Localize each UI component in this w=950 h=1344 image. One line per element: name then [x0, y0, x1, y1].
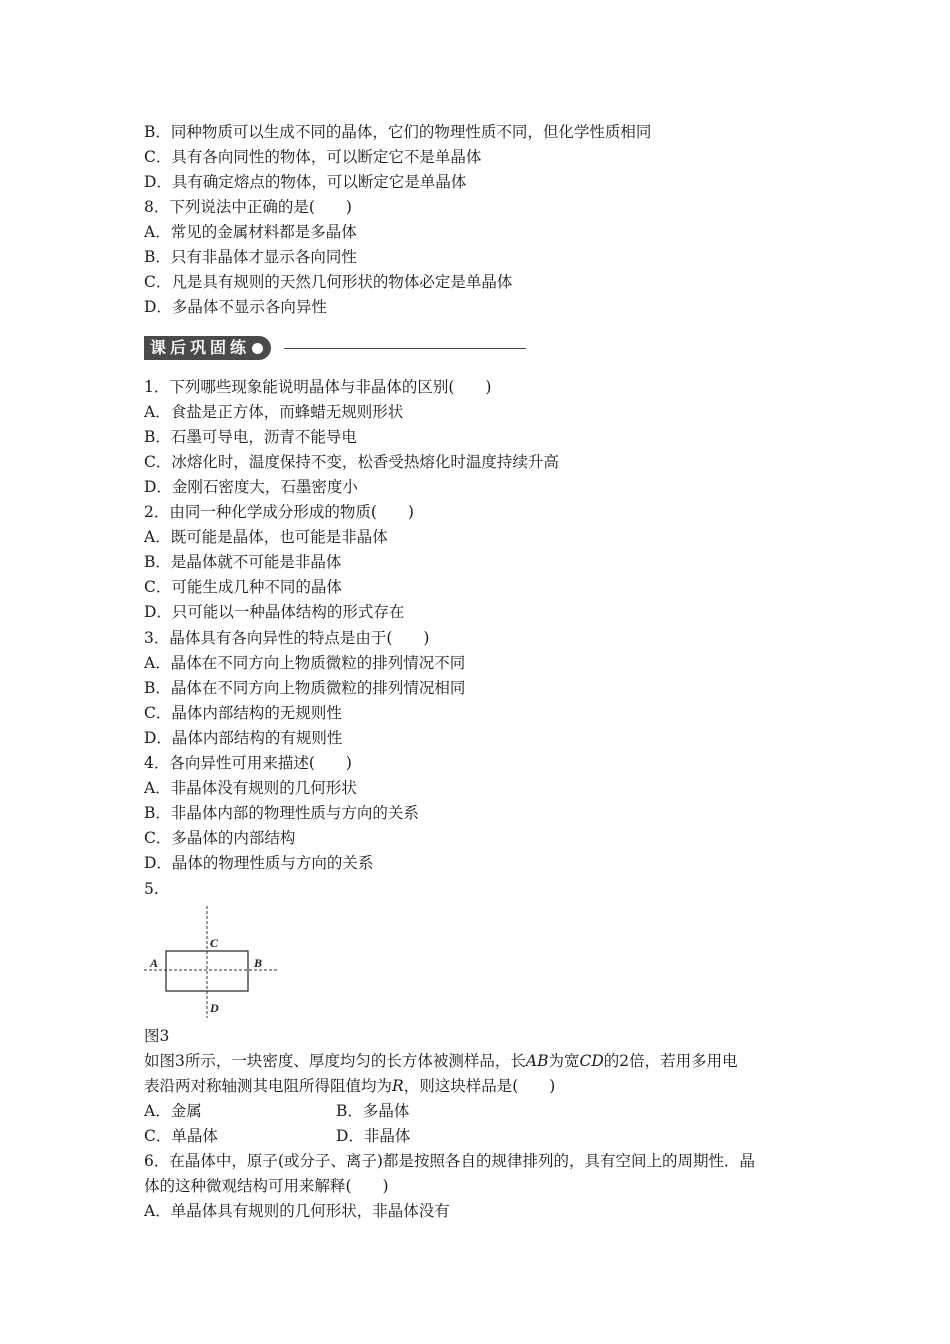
option-line: A．常见的金属材料都是多晶体: [144, 223, 357, 241]
label-a: A: [150, 956, 159, 970]
text-span: 表沿两对称轴测其电阻所得阻值均为: [144, 1077, 393, 1095]
question-stem: 3．晶体具有各向异性的特点是由于( ): [144, 629, 430, 647]
label-d: D: [210, 1001, 219, 1015]
question-text-line: [144, 1075, 555, 1097]
option-line: B．晶体在不同方向上物质微粒的排列情况相同: [144, 679, 466, 697]
option-line: D．非晶体: [336, 1127, 411, 1145]
option-line: A．食盐是正方体，而蜂蜡无规则形状: [144, 403, 404, 421]
option-line: A．单晶体具有规则的几何形状，非晶体没有: [144, 1202, 450, 1220]
option-line: C．多晶体的内部结构: [144, 829, 296, 847]
variable-cd: CD: [579, 1052, 604, 1070]
option-line: C．晶体内部结构的无规则性: [144, 704, 342, 722]
section-title: 课后巩固练: [150, 338, 251, 357]
option-line: A．晶体在不同方向上物质微粒的排列情况不同: [144, 654, 466, 672]
option-line: C．单晶体: [144, 1127, 218, 1145]
question-stem: 8．下列说法中正确的是( ): [144, 198, 352, 216]
option-line: C．具有各向同性的物体，可以断定它不是单晶体: [144, 148, 482, 166]
question-text-line: 6．在晶体中，原子(或分子、离子)都是按照各自的规律排列的，具有空间上的周期性．晶: [144, 1152, 755, 1170]
label-c: C: [210, 936, 219, 950]
section-header: [144, 336, 526, 362]
question-stem: 2．由同一种化学成分形成的物质( ): [144, 503, 414, 521]
option-line: D．晶体内部结构的有规则性: [144, 729, 343, 747]
option-line: B．同种物质可以生成不同的晶体，它们的物理性质不同，但化学性质相同: [144, 123, 652, 141]
question-number: 5.: [144, 880, 159, 898]
figure-caption: 图3: [144, 1027, 170, 1045]
option-line: C．冰熔化时，温度保持不变，松香受热熔化时温度持续升高: [144, 453, 559, 471]
option-line: A．既可能是晶体，也可能是非晶体: [144, 528, 388, 546]
option-line: D．金刚石密度大，石墨密度小: [144, 478, 358, 496]
question-text-line: 体的这种微观结构可用来解释( ): [144, 1177, 389, 1195]
question-text-line: [144, 1050, 738, 1072]
text-span: 如图3所示，一块密度、厚度均匀的长方体被测样品，长: [144, 1052, 526, 1070]
option-line: C．凡是具有规则的天然几何形状的物体必定是单晶体: [144, 273, 513, 291]
option-line: B．多晶体: [336, 1102, 410, 1120]
section-title-box: [144, 336, 271, 360]
text-span: ，则这块样品是( ): [403, 1077, 556, 1095]
option-line: A．金属: [144, 1102, 202, 1120]
option-line: B．石墨可导电，沥青不能导电: [144, 428, 357, 446]
text-span: 为宽: [548, 1052, 580, 1070]
option-line: D．具有确定熔点的物体，可以断定它是单晶体: [144, 173, 467, 191]
question-stem: 1．下列哪些现象能说明晶体与非晶体的区别( ): [144, 378, 492, 396]
option-line: B．只有非晶体才显示各向同性: [144, 248, 357, 266]
label-b: B: [254, 956, 263, 970]
text-span: 的2倍，若用多用电: [603, 1052, 738, 1070]
option-line: B．是晶体就不可能是非晶体: [144, 553, 342, 571]
option-line: C．可能生成几种不同的晶体: [144, 578, 342, 596]
bullet-dot-icon: [252, 343, 263, 354]
variable-ab: AB: [525, 1052, 549, 1070]
option-line: B．非晶体内部的物理性质与方向的关系: [144, 804, 419, 822]
sample-figure: [144, 904, 284, 1024]
variable-r: R: [392, 1077, 404, 1095]
option-line: D．晶体的物理性质与方向的关系: [144, 854, 374, 872]
option-line: D．只可能以一种晶体结构的形式存在: [144, 603, 405, 621]
section-rule: [284, 348, 526, 349]
question-stem: 4．各向异性可用来描述( ): [144, 754, 352, 772]
option-line: D．多晶体不显示各向异性: [144, 298, 327, 316]
option-line: A．非晶体没有规则的几何形状: [144, 779, 357, 797]
